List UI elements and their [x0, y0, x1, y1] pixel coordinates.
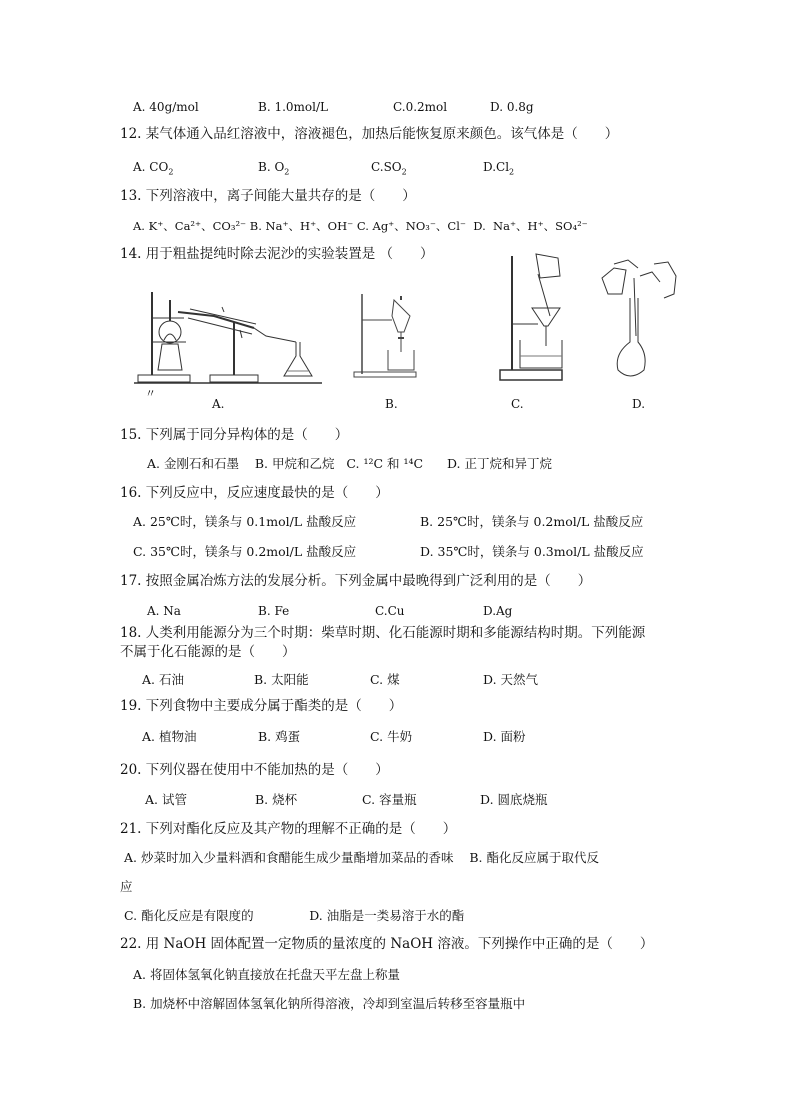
- q12-option-d: $D.Cl_2$: [483, 160, 515, 177]
- q13-stem: 13. 下列溶液中，离子间能大量共存的是（ ）: [120, 188, 416, 204]
- q20-option-a: A. 试管: [145, 792, 187, 807]
- q14-label-c: C.: [511, 397, 524, 411]
- q16-stem: 16. 下列反应中，反应速度最快的是（ ）: [120, 485, 389, 501]
- q18-option-d: D. 天然气: [483, 672, 539, 687]
- q14-label-a: A.: [212, 397, 225, 411]
- q17-option-b: B. Fe: [258, 604, 290, 618]
- q12-stem: 12. 某气体通入品红溶液中，溶液褪色，加热后能恢复原来颜色。该气体是（ ）: [120, 126, 619, 142]
- q14-label-d: D.: [632, 397, 646, 411]
- q14-label-b: B.: [385, 397, 398, 411]
- q16-option-c: C. 35℃时，镁条与 0.2mol/L 盐酸反应: [133, 544, 357, 559]
- q13-options: A. K⁺、Ca²⁺、CO₃²⁻ B. Na⁺、H⁺、OH⁻ C. Ag⁺、NO₃⁻、Cl⁻ D. Na⁺、H⁺、SO₄²⁻: [133, 219, 588, 233]
- q18-stem-line2: 不属于化石能源的是（ ）: [120, 644, 296, 660]
- apparatus-b-separatory-funnel: [352, 292, 432, 378]
- q21-options-line3: C. 酯化反应是有限度的 D. 油脂是一类易溶于水的酯: [124, 908, 465, 923]
- q21-options-line1: A. 炒菜时加入少量料酒和食醋能生成少量酯增加菜品的香味 B. 酯化反应属于取代反: [124, 850, 600, 865]
- apparatus-c-filtration: [498, 250, 578, 384]
- q12-option-b: B. $O_2$: [258, 160, 290, 177]
- q21-stem: 21. 下列对酯化反应及其产物的理解不正确的是（ ）: [120, 821, 457, 837]
- q15-options: A. 金刚石和石墨 B. 甲烷和乙烷 C. ¹²C 和 ¹⁴C D. 正丁烷和异丁烷: [147, 456, 552, 471]
- q15-stem: 15. 下列属于同分异构体的是（ ）: [120, 427, 349, 443]
- q21-options-line2: 应: [120, 879, 133, 894]
- q19-option-c: C. 牛奶: [370, 729, 413, 744]
- q20-option-d: D. 圆底烧瓶: [480, 792, 548, 807]
- q16-option-d: D. 35℃时，镁条与 0.3mol/L 盐酸反应: [420, 544, 644, 559]
- q22-option-b: B. 加烧杯中溶解固体氢氧化钠所得溶液，冷却到室温后转移至容量瓶中: [133, 996, 526, 1011]
- q19-option-b: B. 鸡蛋: [258, 729, 301, 744]
- q16-option-b: B. 25℃时，镁条与 0.2mol/L 盐酸反应: [420, 514, 644, 529]
- q22-option-a: A. 将固体氢氧化钠直接放在托盘天平左盘上称量: [133, 967, 400, 982]
- q18-stem-line1: 18. 人类利用能源分为三个时期：柴草时期、化石能源时期和多能源结构时期。下列能源: [120, 625, 646, 641]
- q20-stem: 20. 下列仪器在使用中不能加热的是（ ）: [120, 762, 389, 778]
- q14-mark: 〃: [145, 387, 156, 400]
- q11-option-c: C.0.2mol: [393, 100, 448, 114]
- q12-option-c: $C.SO_2$: [371, 160, 407, 177]
- q11-option-a: A. 40g/mol: [133, 100, 199, 114]
- q17-stem: 17. 按照金属冶炼方法的发展分析。下列金属中最晚得到广泛利用的是（ ）: [120, 573, 592, 589]
- q17-option-c: C.Cu: [375, 604, 405, 618]
- q16-option-a: A. 25℃时，镁条与 0.1mol/L 盐酸反应: [133, 514, 357, 529]
- q12-option-a: A. $CO_2$: [133, 160, 174, 177]
- q20-option-c: C. 容量瓶: [362, 792, 417, 807]
- apparatus-d-volumetric-flask: [594, 258, 690, 388]
- q19-stem: 19. 下列食物中主要成分属于酯类的是（ ）: [120, 698, 403, 714]
- q19-option-a: A. 植物油: [142, 729, 197, 744]
- q18-option-c: C. 煤: [370, 672, 400, 687]
- apparatus-a-distillation: [134, 282, 324, 386]
- q17-option-d: D.Ag: [483, 604, 513, 618]
- q18-option-b: B. 太阳能: [254, 672, 309, 687]
- q18-option-a: A. 石油: [142, 672, 184, 687]
- q17-option-a: A. Na: [147, 604, 181, 618]
- q11-option-d: D. 0.8g: [490, 100, 534, 114]
- q11-option-b: B. 1.0mol/L: [258, 100, 328, 114]
- q14-stem: 14. 用于粗盐提纯时除去泥沙的实验装置是 （ ）: [120, 246, 434, 262]
- q22-stem: 22. 用 NaOH 固体配置一定物质的量浓度的 NaOH 溶液。下列操作中正确的是（ ）: [120, 936, 654, 952]
- q20-option-b: B. 烧杯: [255, 792, 298, 807]
- q19-option-d: D. 面粉: [483, 729, 526, 744]
